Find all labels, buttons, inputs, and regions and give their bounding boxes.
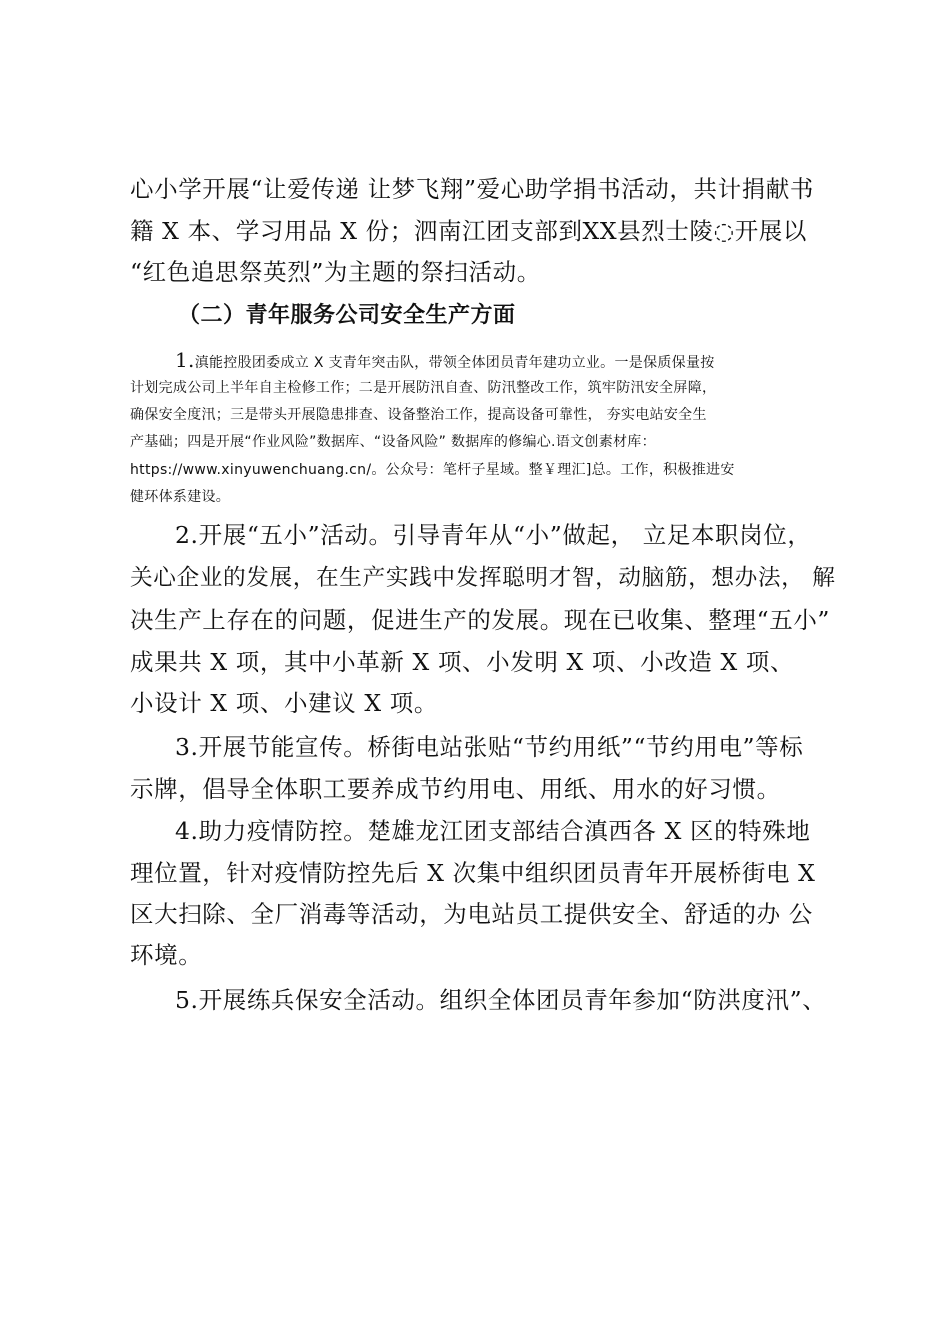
item2-line-2: 关心企业的发展，在生产实践中发挥聪明才智，动脑筋，想办法， 解: [130, 565, 836, 591]
item1-line-1: [175, 350, 715, 373]
item1-line-6: 健环体系建设。: [130, 489, 231, 505]
item1-line-5: https://www.xinyuwenchuang.cn/。公众号：笔杆子星域。整￥理汇]总。工作，积极推进安: [130, 462, 735, 478]
body-line-intro-3: “红色追思祭英烈”为主题的祭扫活动。: [130, 258, 541, 286]
item1-line-1-text: 滇能控股团委成立 X 支青年突击队，带领全体团员青年建功立业。一是保质保量按: [194, 355, 715, 371]
item1-number: 1.: [175, 348, 195, 372]
item4-line-3: 区大扫除、全厂消毒等活动，为电站员工提供安全、舒适的办 公: [130, 900, 813, 928]
item3-line-2: 示牌，倡导全体职工要养成节约用电、用纸、用水的好习惯。: [130, 775, 781, 803]
item4-line-4: 环境。: [130, 941, 203, 969]
item2-line-3: 决生产上存在的问题，促进生产的发展。现在已收集、整理“五小”: [130, 606, 831, 634]
item4-line-2: 理位置，针对疫情防控先后 X 次集中组织团员青年开展桥街电 X: [130, 859, 816, 887]
item1-line-2: 计划完成公司上半年自主检修工作；二是开展防汛自查、防汛整改工作，筑牢防汛安全屏障，: [130, 380, 717, 396]
item1-line-3: 确保安全度汛；三是带头开展隐患排查、设备整治工作，提高设备可靠性， 夯实电站安全生: [130, 407, 707, 423]
item3-line-1: 3.开展节能宣传。桥街电站张贴“节约用纸”“节约用电”等标: [175, 733, 804, 761]
item2-line-1: 2.开展“五小”活动。引导青年从“小”做起， 立足本职岗位，: [175, 521, 812, 549]
section-heading: （二）青年服务公司安全生产方面: [178, 303, 516, 328]
item2-line-4: 成果共 X 项，其中小革新 X 项、小发明 X 项、小改造 X 项、: [130, 648, 795, 676]
item5-line-1: 5.开展练兵保安全活动。组织全体团员青年参加“防洪度汛”、: [175, 986, 827, 1014]
body-line-intro-2: 籍 X 本、学习用品 X 份；泗南江团支部到XX县烈士陵◌开展以: [130, 217, 808, 245]
item4-line-1: 4.助力疫情防控。楚雄龙江团支部结合滇西各 X 区的特殊地: [175, 817, 811, 845]
item2-line-5: 小设计 X 项、小建议 X 项。: [130, 689, 438, 717]
item1-line-4: 产基础；四是开展“作业风险”数据库、“设备风险” 数据库的修编心.语文创素材库：: [130, 434, 656, 450]
body-line-intro-1: 心小学开展“让爱传递 让梦飞翔”爱心助学捐书活动，共计捐献书: [130, 175, 814, 203]
